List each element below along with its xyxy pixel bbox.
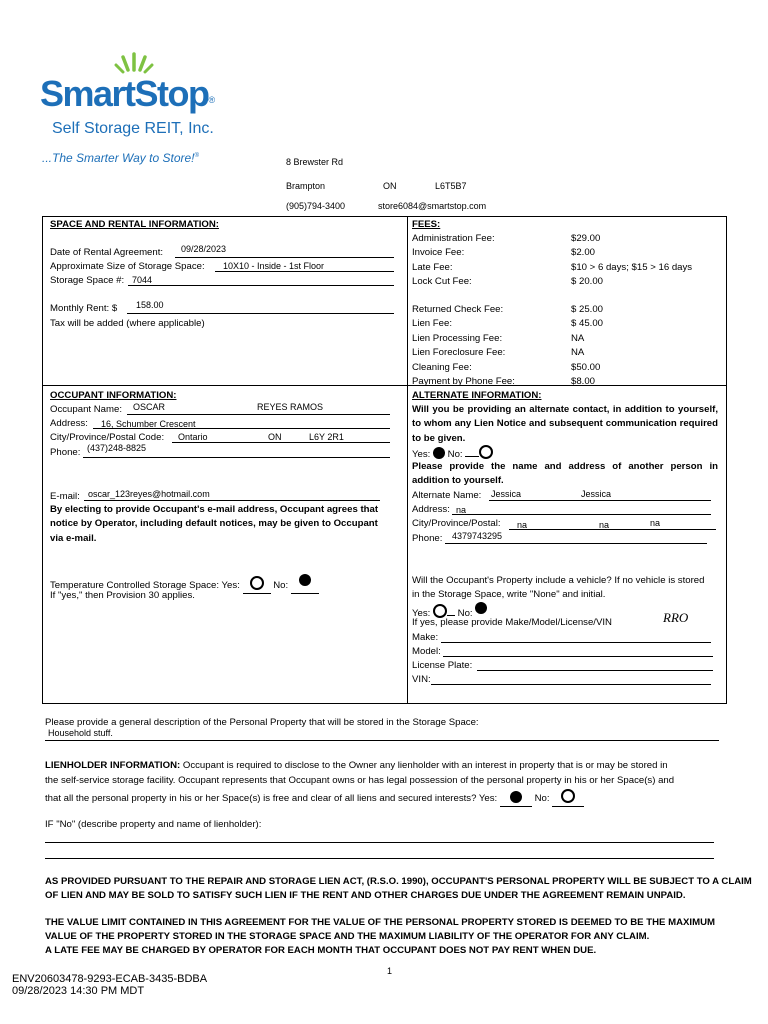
lien-description-line-1[interactable] — [45, 842, 714, 843]
filled-circle-icon — [510, 791, 522, 803]
filled-circle-icon[interactable] — [433, 447, 445, 459]
alternate-phone-label: Phone: — [412, 533, 443, 544]
lien-no-label: No: — [534, 793, 550, 804]
signing-timestamp: 09/28/2023 14:30 PM MDT — [12, 985, 145, 997]
smartstop-logo — [40, 52, 240, 172]
alternate-phone-value: 4379743295 — [452, 531, 503, 541]
lien-line-1 — [45, 759, 668, 773]
property-description-field[interactable] — [45, 740, 719, 741]
logo-wordmark: SmartStop® — [40, 73, 214, 114]
fee-label: Lien Fee: — [412, 318, 453, 330]
lien-text-2: the self-service storage facility. Occupant represents that Occupant owns or has legal possession of the personal property in his or her Space(s) and — [45, 775, 675, 786]
alternate-city-label: City/Province/Postal: — [412, 518, 501, 529]
alternate-first-name: Jessica — [491, 489, 522, 499]
fee-value: $10 > 6 days; $15 > 16 days — [571, 261, 693, 273]
alternate-no-label: No: — [447, 449, 463, 460]
vehicle-no-label: No: — [457, 608, 473, 619]
legal-value-limit-1: THE VALUE LIMIT CONTAINED IN THIS AGREEMENT FOR THE VALUE OF THE PERSONAL PROPERTY STORED IS DEEMED TO BE THE MAXIMUM — [45, 917, 716, 928]
rental-date-value: 09/28/2023 — [181, 244, 227, 254]
fee-value: NA — [571, 332, 585, 344]
occupant-email-label: E-mail: — [50, 491, 80, 502]
legal-value-limit-2: VALUE OF THE PROPERTY STORED IN THE STORAGE SPACE AND THE MAXIMUM LIABILITY OF THE OPERATOR FOR ANY CLAIM. — [45, 931, 650, 942]
store-email: store6084@smartstop.com — [378, 201, 487, 211]
occupant-postal-value: L6Y 2R1 — [309, 432, 344, 442]
fee-value: $50.00 — [571, 361, 601, 373]
fee-label: Lien Processing Fee: — [412, 332, 503, 344]
alternate-postal-value: na — [650, 518, 661, 528]
alternate-phone-field[interactable] — [445, 543, 707, 544]
alternate-address-value: na — [456, 505, 467, 515]
occupant-email-value: oscar_123reyes@hotmail.com — [88, 489, 210, 499]
make-field[interactable] — [441, 642, 711, 643]
fee-label: Invoice Fee: — [412, 247, 465, 259]
make-label: Make: — [412, 632, 439, 643]
occupant-address-value: 16, Schumber Crescent — [101, 419, 196, 429]
logo-subtitle: Self Storage REIT, Inc. — [52, 120, 214, 137]
lien-description-line-2[interactable] — [45, 858, 714, 859]
vin-field[interactable] — [431, 684, 711, 685]
occupant-city-field[interactable] — [172, 442, 390, 443]
size-value: 10X10 - Inside - 1st Floor — [223, 261, 325, 271]
model-field[interactable] — [443, 656, 713, 657]
legal-lien-act-1: AS PROVIDED PURSUANT TO THE REPAIR AND STORAGE LIEN ACT, (R.S.O. 1990), OCCUPANT'S PERSONAL PROPERTY WILL BE SUBJECT TO A CLAIM — [45, 876, 752, 887]
store-phone: (905)794-3400 — [286, 201, 346, 211]
lien-if-no: IF "No" (describe property and name of lienholder): — [45, 819, 262, 830]
filled-circle-icon — [299, 574, 311, 586]
occupant-heading: OCCUPANT INFORMATION: — [50, 390, 177, 401]
temperature-yes-option[interactable] — [243, 576, 271, 594]
rental-date-field[interactable] — [175, 257, 394, 258]
legal-late-fee: A LATE FEE MAY BE CHARGED BY OPERATOR FOR EACH MONTH THAT OCCUPANT DOES NOT PAY RENT WHEN DUE. — [45, 945, 597, 956]
alternate-address-field[interactable] — [452, 514, 711, 515]
empty-circle-icon[interactable] — [479, 445, 493, 459]
store-city: Brampton — [286, 181, 326, 191]
fee-label: Payment by Phone Fee: — [412, 376, 515, 387]
alternate-city-field[interactable] — [509, 529, 716, 530]
table-horizontal-divider — [42, 385, 726, 386]
lien-heading: LIENHOLDER INFORMATION: — [45, 760, 181, 771]
lien-line-3 — [45, 789, 584, 807]
alternate-provide: Please provide the name and address of another person in addition to yourself. — [412, 461, 718, 487]
fee-label: Late Fee: — [412, 261, 453, 273]
alternate-name-label: Alternate Name: — [412, 490, 482, 501]
lien-text-3: that all the personal property in his or her Space(s) is free and clear of all liens and secured interests? Yes: — [45, 793, 498, 804]
store-postal: L6T5B7 — [435, 181, 467, 191]
fee-value: $ 25.00 — [571, 304, 604, 315]
occupant-name-label: Occupant Name: — [50, 404, 122, 415]
space-heading: SPACE AND RENTAL INFORMATION: — [50, 219, 219, 230]
fees-heading: FEES: — [412, 219, 441, 230]
occupant-phone-label: Phone: — [50, 447, 81, 458]
fee-value: NA — [571, 347, 585, 359]
temperature-no-label: No: — [273, 580, 289, 591]
temperature-no-option[interactable] — [291, 574, 319, 594]
vehicle-question: Will the Occupant's Property include a vehicle? If no vehicle is stored in the Storage Space, write "None" and initial. — [412, 575, 705, 601]
occupant-address-label: Address: — [50, 418, 88, 429]
monthly-rent-field[interactable] — [127, 313, 394, 314]
property-description: Household stuff. — [48, 728, 113, 738]
occupant-name-field[interactable] — [127, 414, 390, 415]
store-street: 8 Brewster Rd — [286, 157, 344, 167]
storage-space-value: 7044 — [132, 275, 153, 285]
fee-value: $ 20.00 — [571, 276, 604, 288]
lien-no-option[interactable] — [552, 789, 584, 807]
occupant-phone-value: (437)248-8825 — [87, 443, 147, 453]
table-vertical-divider — [407, 216, 408, 703]
occupant-province-value: ON — [268, 432, 282, 442]
tax-note: Tax will be added (where applicable) — [50, 318, 205, 329]
rental-date-label: Date of Rental Agreement: — [50, 247, 164, 258]
fee-label: Returned Check Fee: — [412, 304, 504, 315]
occupant-city-label: City/Province/Postal Code: — [50, 432, 165, 443]
size-field[interactable] — [215, 271, 394, 272]
fee-value: $ 45.00 — [571, 318, 604, 330]
alternate-question: Will you be providing an alternate contact, in addition to yourself, to whom any Lien Notice and subsequent communication required to be given. — [412, 404, 718, 444]
model-label: Model: — [412, 646, 441, 657]
license-plate-field[interactable] — [477, 670, 713, 671]
email-notice: By electing to provide Occupant's e-mail address, Occupant agrees that notice by Operator, including default notices, may be given to Occupant via e-mail. — [50, 504, 379, 544]
alternate-name-field[interactable] — [489, 500, 711, 501]
occupant-phone-field[interactable] — [83, 457, 390, 458]
vehicle-initials: RRO — [663, 610, 689, 625]
filled-circle-icon[interactable] — [475, 602, 487, 614]
lien-yes-option[interactable] — [500, 791, 532, 807]
store-province: ON — [383, 181, 397, 191]
temperature-note: If "yes," then Provision 30 applies. — [50, 590, 195, 601]
envelope-id: ENV20603478-9293-ECAB-3435-BDBA — [12, 973, 208, 985]
alternate-heading: ALTERNATE INFORMATION: — [412, 390, 542, 401]
vin-label: VIN: — [412, 674, 431, 685]
fee-label: Administration Fee: — [412, 233, 495, 244]
alternate-last-name: Jessica — [581, 489, 612, 499]
vehicle-yes-label: Yes: — [412, 608, 431, 619]
fee-label: Lock Cut Fee: — [412, 276, 472, 288]
fee-label: Lien Foreclosure Fee: — [412, 347, 506, 359]
monthly-rent-value: 158.00 — [136, 300, 164, 310]
fee-label: Cleaning Fee: — [412, 361, 472, 373]
alternate-city-value: na — [517, 520, 528, 530]
occupant-city-value: Ontario — [178, 432, 208, 442]
occupant-email-field[interactable] — [84, 500, 380, 501]
temperature-label: Temperature Controlled Storage Space: Yes: — [50, 580, 240, 591]
occupant-last-name: REYES RAMOS — [257, 402, 324, 412]
occupant-first-name: OSCAR — [133, 402, 166, 412]
page-number: 1 — [387, 966, 393, 976]
vehicle-detail-note: If yes, please provide Make/Model/License/VIN — [412, 617, 612, 628]
fee-value: $8.00 — [571, 376, 596, 387]
storage-space-field[interactable] — [128, 285, 394, 286]
fee-value: $2.00 — [571, 247, 596, 259]
alternate-address-label: Address: — [412, 504, 450, 515]
logo-tagline: ...The Smarter Way to Store!® — [42, 151, 199, 165]
fee-value: $29.00 — [571, 233, 601, 244]
empty-circle-icon — [250, 576, 264, 590]
storage-space-label: Storage Space #: — [50, 275, 125, 286]
lien-text-1: Occupant is required to disclose to the Owner any lienholder with an interest in property that is or may be stored in — [182, 760, 668, 771]
empty-circle-icon — [561, 789, 575, 803]
property-prompt: Please provide a general description of the Personal Property that will be stored in the Storage Space: — [45, 717, 479, 728]
legal-lien-act-2: OF LIEN AND MAY BE SOLD TO SATISFY SUCH LIEN IF THE RENT AND OTHER CHARGES DUE UNDER THE AGREEMENT REMAIN UNPAID. — [45, 890, 686, 901]
license-plate-label: License Plate: — [412, 660, 473, 671]
alternate-province-value: na — [599, 520, 610, 530]
size-label: Approximate Size of Storage Space: — [50, 261, 205, 272]
monthly-rent-label: Monthly Rent: $ — [50, 303, 118, 314]
alternate-yes-label: Yes: — [412, 449, 431, 460]
